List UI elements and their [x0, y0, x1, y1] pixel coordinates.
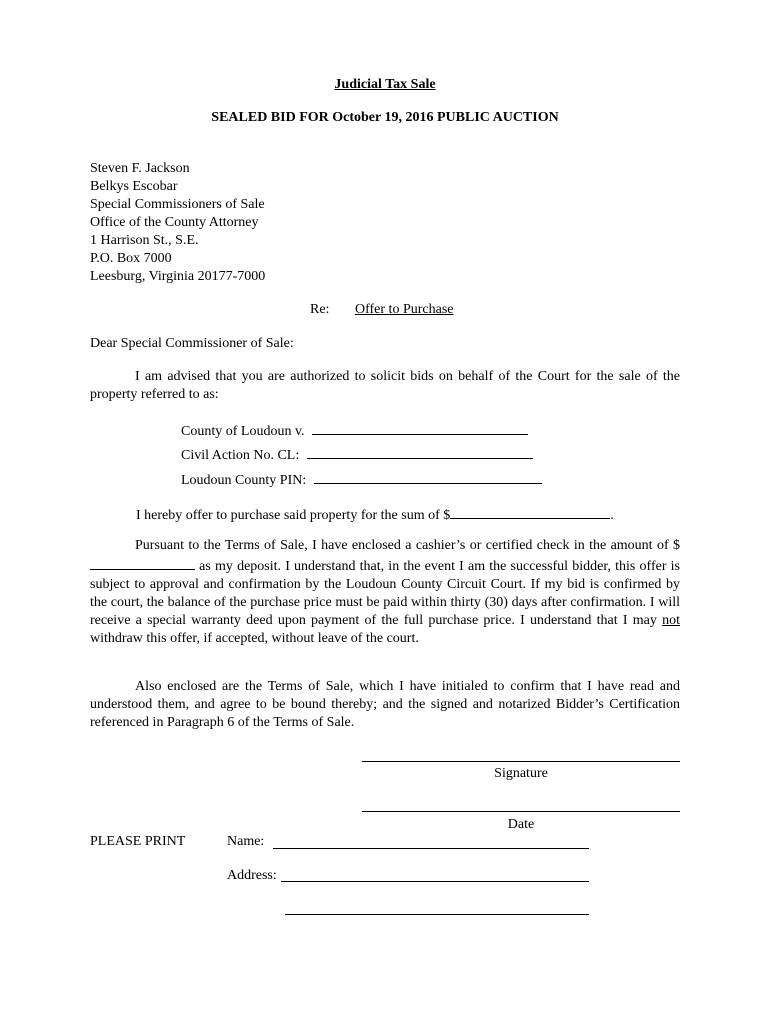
document-subtitle: SEALED BID FOR October 19, 2016 PUBLIC AUCTION [211, 110, 559, 125]
offer-line [136, 504, 614, 525]
paragraph-terms [90, 678, 680, 732]
signature-label: Signature [494, 766, 548, 781]
county-blank[interactable] [312, 420, 528, 435]
paragraph-text: withdraw this offer, if accepted, without leave of the court. [90, 631, 419, 646]
offer-period: . [610, 508, 614, 523]
emphasis-not: not [662, 613, 680, 628]
civil-action-label: Civil Action No. CL: [181, 448, 300, 463]
address-line: Leesburg, Virginia 20177-7000 [90, 269, 266, 284]
address-line: Belkys Escobar [90, 179, 178, 194]
name-line[interactable] [273, 848, 589, 849]
pin-label: Loudoun County PIN: [181, 473, 307, 488]
paragraph-text: I am advised that you are authorized to solicit bids on behalf of the Court for the sale of the property referred to as: [90, 369, 680, 402]
address-line: Steven F. Jackson [90, 161, 190, 176]
signature-line[interactable] [362, 761, 680, 762]
address-block [90, 160, 265, 286]
offer-amount-blank[interactable] [450, 504, 610, 519]
name-label: Name: [227, 834, 265, 849]
paragraph-deposit [90, 537, 680, 648]
paragraph-text: Also enclosed are the Terms of Sale, which I have initialed to confirm that I have read and understood them, and agree to be bound thereby; and the signed and notarized Bidder’s Certification referenced in Paragraph 6 of the Terms of Sale. [90, 679, 680, 730]
date-line[interactable] [362, 811, 680, 812]
salutation: Dear Special Commissioner of Sale: [90, 336, 294, 351]
address-label: Address: [227, 868, 277, 883]
date-label: Date [507, 817, 535, 832]
deposit-amount-blank[interactable] [90, 555, 195, 570]
offer-text: I hereby offer to purchase said property for the sum of $ [136, 508, 451, 523]
pin-blank[interactable] [314, 469, 542, 484]
address-line-1[interactable] [281, 881, 589, 882]
paragraph-text: Pursuant to the Terms of Sale, I have enclosed a cashier’s or certified check in the amount of $ [135, 538, 680, 553]
paragraph-text: as my deposit. I understand that, in the event I am the successful bidder, this offer is subject to approval and confirmation by the Loudoun County Circuit Court. If my bid is confirmed by the court, the balance of the purchase price must be paid within thirty (30) days after confirmation. I will receive a special warranty deed upon payment of the full purchase price. I understand that I may [90, 559, 680, 628]
document-title: Judicial Tax Sale [334, 77, 436, 92]
address-line-2[interactable] [285, 914, 589, 915]
county-label: County of Loudoun v. [181, 424, 305, 439]
paragraph-authorization [90, 368, 680, 404]
address-line: P.O. Box 7000 [90, 251, 172, 266]
county-field[interactable] [181, 420, 528, 441]
re-subject: Offer to Purchase [355, 302, 454, 317]
re-label: Re: [310, 302, 330, 317]
address-line: 1 Harrison St., S.E. [90, 233, 199, 248]
address-line: Special Commissioners of Sale [90, 197, 265, 212]
civil-action-field[interactable] [181, 444, 533, 465]
please-print-label: PLEASE PRINT [90, 834, 186, 849]
civil-action-blank[interactable] [307, 444, 533, 459]
address-line: Office of the County Attorney [90, 215, 259, 230]
pin-field[interactable] [181, 469, 542, 490]
